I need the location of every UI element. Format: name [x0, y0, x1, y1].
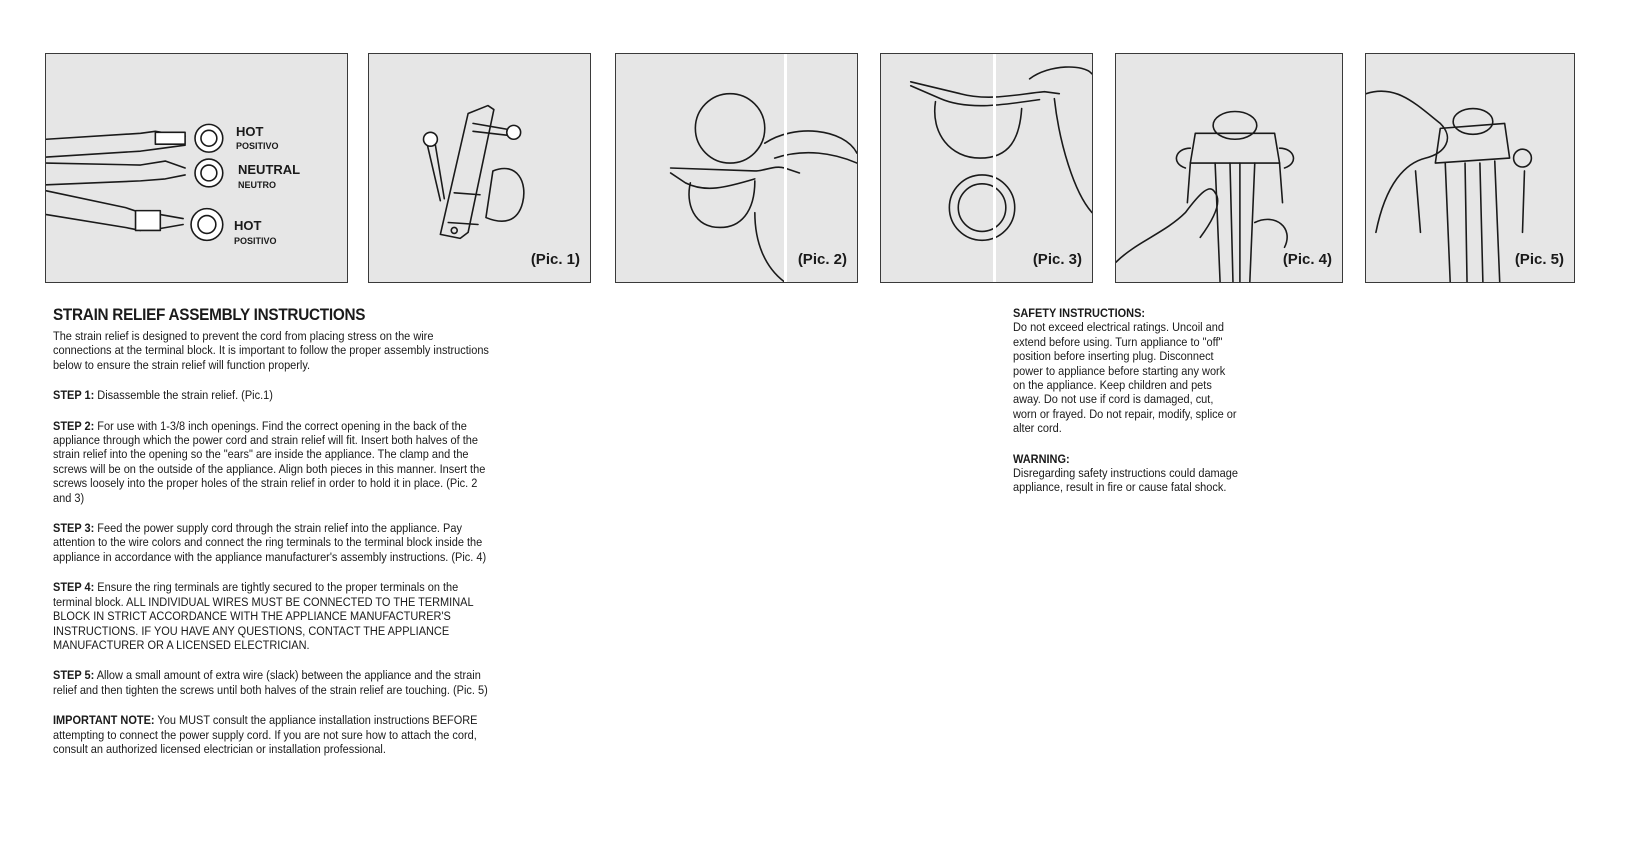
- pic-3-panel: [880, 53, 1093, 283]
- safety-instructions: [1013, 306, 1238, 436]
- instructions-title: STRAIN RELIEF ASSEMBLY INSTRUCTIONS: [53, 305, 366, 324]
- instructions-intro: The strain relief is designed to prevent the cord from placing stress on the wire connections at the terminal block. It is important to follow the proper assembly instructions below to ensure the strain relief will function properly.: [53, 329, 489, 372]
- step-2: [53, 419, 494, 505]
- pic-1-label: (Pic. 1): [530, 251, 580, 268]
- wire-label-hot-2: HOT: [234, 218, 262, 233]
- pic-2-label: (Pic. 2): [797, 251, 847, 268]
- strain-relief-parts-illustration: [369, 54, 590, 282]
- important-note: [53, 713, 494, 756]
- step-3: [53, 521, 494, 564]
- wire-sublabel-hot-1: POSITIVO: [236, 141, 279, 151]
- wire-sublabel-hot-2: POSITIVO: [234, 236, 277, 246]
- safety-column: [1013, 306, 1273, 511]
- wire-label-neutral: NEUTRAL: [238, 162, 301, 177]
- step-4-text: Ensure the ring terminals are tightly secured to the proper terminals on the terminal block. ALL INDIVIDUAL WIRES MUST BE CONNECTED TO THE TERMINAL BLOCK IN STRICT ACCORDANCE WITH THE APPLIANCE MANUFACTURER'S INSTRUCTIONS. IF YOU HAVE ANY QUESTIONS, CONTACT THE APPLIANCE MANUFACTURER OR A LICENSED ELECTRICIAN.: [53, 580, 474, 652]
- screw-tightening-illustration: [1366, 54, 1574, 282]
- step-1: [53, 388, 494, 402]
- pic-3-label: (Pic. 3): [1032, 251, 1082, 268]
- warning-title: WARNING:: [1013, 451, 1070, 466]
- cord-feed-illustration: [1116, 54, 1342, 282]
- step-2-text: For use with 1-3/8 inch openings. Find the correct opening in the back of the appliance through which the power cord and strain relief will fit. Insert both halves of the strain relief into the opening so the "ears" are inside the appliance. The clamp and the screws will be on the outside of the appliance. Align both pieces in this manner. Insert the screws loosely into the proper holes of the strain relief in order to hold it in place. (Pic. 2 and 3): [53, 418, 486, 505]
- pic-2-panel: [615, 53, 858, 283]
- warning-text: Disregarding safety instructions could damage appliance, result in fire or cause fatal shock.: [1013, 466, 1238, 495]
- pic-5-label: (Pic. 5): [1514, 251, 1564, 268]
- pic-4-panel: [1115, 53, 1343, 283]
- safety-title: SAFETY INSTRUCTIONS:: [1013, 306, 1146, 320]
- step-2-label: STEP 2:: [53, 418, 95, 433]
- step-4-label: STEP 4:: [53, 580, 95, 595]
- strain-relief-insertion-illustration: [616, 54, 857, 282]
- pic-1-panel: [368, 53, 591, 283]
- instructions-column: [53, 305, 573, 772]
- important-note-label: IMPORTANT NOTE:: [53, 713, 155, 728]
- step-4: [53, 580, 494, 652]
- wire-diagram-panel: [45, 53, 348, 283]
- step-3-label: STEP 3:: [53, 521, 95, 536]
- pic-5-panel: [1365, 53, 1575, 283]
- step-5: [53, 668, 494, 697]
- wire-sublabel-neutral: NEUTRO: [238, 180, 276, 190]
- step-5-text: Allow a small amount of extra wire (slack) between the appliance and the strain relief and then tighten the screws until both halves of the strain relief are touching. (Pic. 5): [53, 668, 488, 697]
- important-note-text: You MUST consult the appliance installation instructions BEFORE attempting to connect the power supply cord. If you are not sure how to attach the cord, consult an authorized licensed electrician or installation professional.: [53, 713, 478, 756]
- wire-terminals-illustration: [46, 54, 347, 282]
- step-1-label: STEP 1:: [53, 388, 95, 403]
- step-5-label: STEP 5:: [53, 668, 95, 683]
- warning: [1013, 452, 1238, 495]
- strain-relief-alignment-illustration: [881, 54, 1092, 282]
- pic-4-label: (Pic. 4): [1282, 251, 1332, 268]
- safety-text: Do not exceed electrical ratings. Uncoil and extend before using. Turn appliance to "off" position before inserting plug. Disconnect power to appliance before starting any work on the appliance. Keep children and pets away. Do not use if cord is damaged, cut, worn or frayed. Do not repair, modify, splice or alter cord.: [1013, 320, 1237, 436]
- step-3-text: Feed the power supply cord through the strain relief into the appliance. Pay attention to the wire colors and connect the ring terminals to the terminal block inside the appliance in accordance with the appliance manufacturer's assembly instructions. (Pic. 4): [53, 521, 487, 564]
- wire-label-hot-1: HOT: [236, 124, 264, 139]
- step-1-text: Disassemble the strain relief. (Pic.1): [94, 388, 273, 403]
